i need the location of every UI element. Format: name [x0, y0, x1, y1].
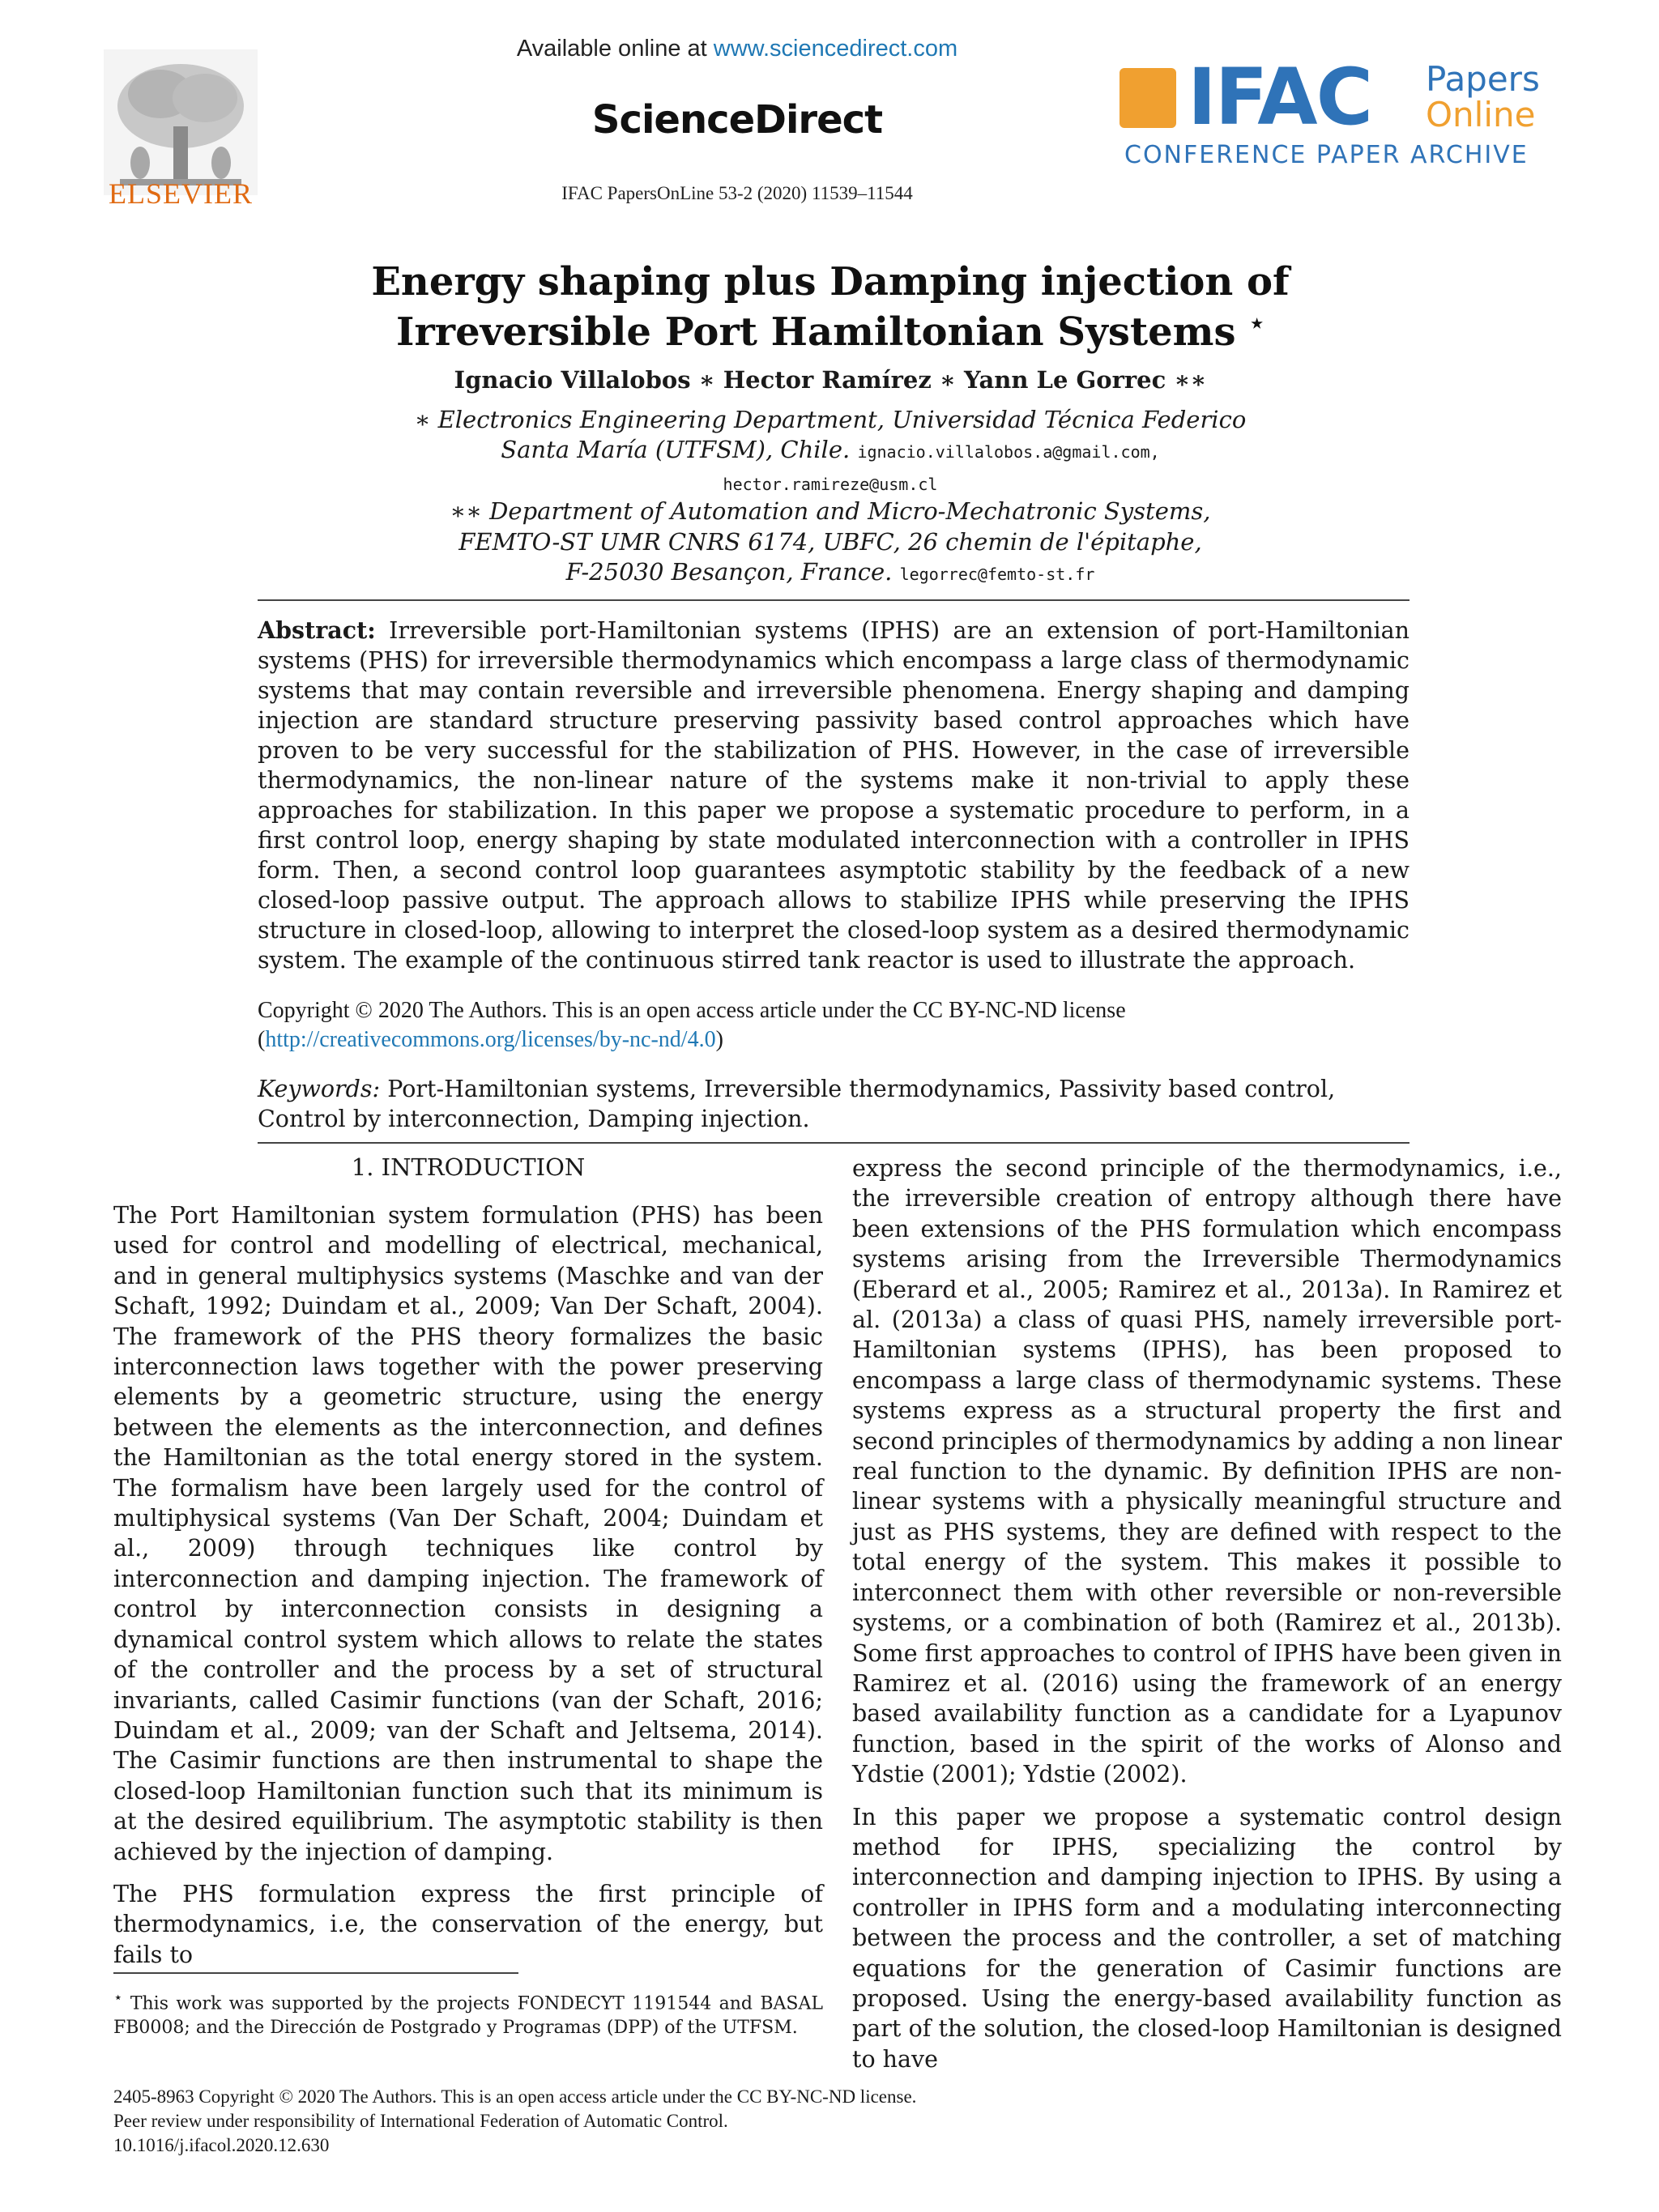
ifac-papersonline-logo: [1120, 52, 1557, 175]
abstract-label: Abstract:: [258, 616, 376, 644]
email-villalobos[interactable]: ignacio.villalobos.a@gmail.com,: [857, 442, 1160, 462]
doi-line: 10.1016/j.ifacol.2020.12.630: [113, 2135, 330, 2155]
title-footnote-mark: ⋆: [1249, 309, 1265, 338]
affiliation-1-line-2: Santa María (UTFSM), Chile. ignacio.villalobos.a@gmail.com,: [501, 436, 1160, 463]
funding-footnote: ⋆ This work was supported by the projects FONDECYT 1191544 and BASAL FB0008; and the Dirección de Postgrado y Programas (DPP) of the UTFSM.: [113, 1989, 823, 2039]
email-legorrec[interactable]: legorrec@femto-st.fr: [899, 565, 1095, 584]
ifac-wordmark: IFAC: [1188, 52, 1372, 143]
keywords-text: Port-Hamiltonian systems, Irreversible thermodynamics, Passivity based control, Control by interconnection, Damping injection.: [258, 1076, 1336, 1132]
author-list: Ignacio Villalobos ∗ Hector Ramírez ∗ Yann Le Gorrec ∗∗: [454, 366, 1207, 394]
intro-paragraph-2: The PHS formulation express the first principle of thermodynamics, i.e, the conservation of the energy, but fails to: [113, 1880, 823, 1968]
copyright-notice: Copyright © 2020 The Authors. This is an open access article under the CC BY-NC-ND license (http://creativecommons.org/licenses/by-nc-nd/4.0): [258, 998, 1126, 1052]
peer-review-line: Peer review under responsibility of International Federation of Automatic Control.: [113, 2111, 728, 2131]
available-online-line: Available online at www.sciencedirect.com: [516, 36, 958, 62]
ifac-online-text: Online: [1426, 95, 1536, 134]
intro-paragraph-3: express the second principle of the thermodynamics, i.e., the irreversible creation of entropy although there have been extensions of the PHS formulation which encompass systems arising from the Irreversible Thermodynamics (Eberard et al., 2005; Ramirez et al., 2013a). In Ramirez et al. (2013a) a class of quasi PHS, namely irreversible port-Hamiltonian systems (IPHS), has been proposed to encompass a large class of thermodynamic systems. These systems express as a structural property the first and second principles of thermodynamics by adding a non linear real function to the dynamic. By definition IPHS are non-linear systems with a physically meaningful structure and just as PHS systems, they are defined with respect to the total energy of the system. This makes it possible to interconnect them with other reversible or non-reversible systems, or a combination of both (Ramirez et al., 2013b). Some first approaches to control of IPHS have been given in Ramirez et al. (2016) using the framework of an energy based availability function as a candidate for a Lyapunov function, based in the spirit of the works of Alonso and Ydstie (2001); Ydstie (2002).: [852, 1155, 1562, 1788]
abstract: [258, 616, 1410, 975]
affiliation-2-line-1: ∗∗ Department of Automation and Micro-Mechatronic Systems,: [450, 497, 1211, 525]
intro-paragraph-4: In this paper we propose a systematic control design method for IPHS, specializing the control by interconnection and damping injection to IPHS. By using a controller in IPHS form and a modulating interconnecting between the process and the controller, a set of matching equations for the generation of Casimir functions are proposed. Using the energy-based availability function as part of the solution, the closed-loop Hamiltonian is designed to have: [852, 1803, 1562, 2073]
footnote-mark: ⋆: [113, 1989, 123, 2006]
email-ramirez[interactable]: hector.ramireze@usm.cl: [723, 475, 938, 494]
left-column: [113, 1200, 823, 1982]
sciencedirect-wordmark: ScienceDirect: [591, 97, 883, 143]
publisher-name: ELSEVIER: [109, 177, 253, 210]
license-link[interactable]: http://creativecommons.org/licenses/by-nc-nd/4.0: [265, 1027, 716, 1052]
right-column: [852, 1153, 1562, 2086]
sciencedirect-link[interactable]: www.sciencedirect.com: [713, 36, 958, 62]
paper-title-line-1: Energy shaping plus Damping injection of: [371, 259, 1290, 305]
abstract-top-rule: [258, 599, 1410, 601]
keywords-label: Keywords:: [258, 1076, 381, 1102]
section-heading-introduction: 1. INTRODUCTION: [351, 1153, 586, 1181]
abstract-text: Irreversible port-Hamiltonian systems (IPHS) are an extension of port-Hamiltonian systems (PHS) for irreversible thermodynamics which encompass a large class of thermodynamic systems that may contain reversible and irreversible phenomena. Energy shaping and damping injection are standard structure preserving passivity based control approaches which have proven to be very successful for the stabilization of PHS. However, in the case of irreversible thermodynamics, the non-linear nature of the systems make it non-trivial to apply these approaches for stabilization. In this paper we propose a systematic procedure to perform, in a first control loop, energy shaping by state modulated interconnection with a controller in IPHS form. Then, a second control loop guarantees asymptotic stability by the feedback of a new closed-loop passive output. The approach allows to stabilize IPHS while preserving the IPHS structure in closed-loop, allowing to interpret the closed-loop system as a desired thermodynamic system. The example of the continuous stirred tank reactor is used to illustrate the approach.: [258, 617, 1410, 974]
affiliation-1-line-3: [243, 467, 1418, 499]
footnote-rule: [113, 1972, 518, 1974]
paper-title-line-2: Irreversible Port Hamiltonian Systems ⋆: [396, 309, 1265, 355]
intro-paragraph-1: The Port Hamiltonian system formulation (PHS) has been used for control and modelling of electrical, mechanical, and in general multiphysics systems (Maschke and van der Schaft, 1992; Duindam et al., 2009; Van Der Schaft, 2004). The framework of the PHS theory formalizes the basic interconnection laws together with the power preserving elements by a geometric structure, using the energy between the elements as the interconnection, and defines the Hamiltonian as the total energy stored in the system. The formalism have been largely used for the control of multiphysical systems (Van Der Schaft, 2004; Duindam et al., 2009) through techniques like control by interconnection and damping injection. The framework of control by interconnection consists in designing a dynamical control system which allows to relate the states of the controller and the process by a set of structural invariants, called Casimir functions (van der Schaft, 2016; Duindam et al., 2009; van der Schaft and Jeltsema, 2014). The Casimir functions are then instrumental to shape the closed-loop Hamiltonian function such that its minimum is at the desired equilibrium. The asymptotic stability is then achieved by the injection of damping.: [113, 1202, 823, 1865]
affiliation-2-line-3: F-25030 Besançon, France. legorrec@femto-st.fr: [565, 558, 1095, 586]
affiliation-2-line-2: FEMTO-ST UMR CNRS 6174, UBFC, 26 chemin de l'épitaphe,: [458, 528, 1202, 556]
ifac-emblem-icon: [1120, 68, 1176, 128]
publication-info: [113, 2085, 1410, 2158]
affiliation-1-line-1: ∗ Electronics Engineering Department, Universidad Técnica Federico: [414, 406, 1247, 433]
journal-reference: IFAC PapersOnLine 53-2 (2020) 11539–11544: [561, 183, 913, 203]
ifac-archive-text: CONFERENCE PAPER ARCHIVE: [1124, 141, 1529, 169]
issn-copyright-line: 2405-8963 Copyright © 2020 The Authors. This is an open access article under the CC BY-NC-ND license.: [113, 2086, 917, 2107]
keywords: [258, 1074, 1410, 1134]
ifac-papers-text: Papers: [1426, 59, 1540, 99]
keywords-bottom-rule: [258, 1142, 1410, 1144]
